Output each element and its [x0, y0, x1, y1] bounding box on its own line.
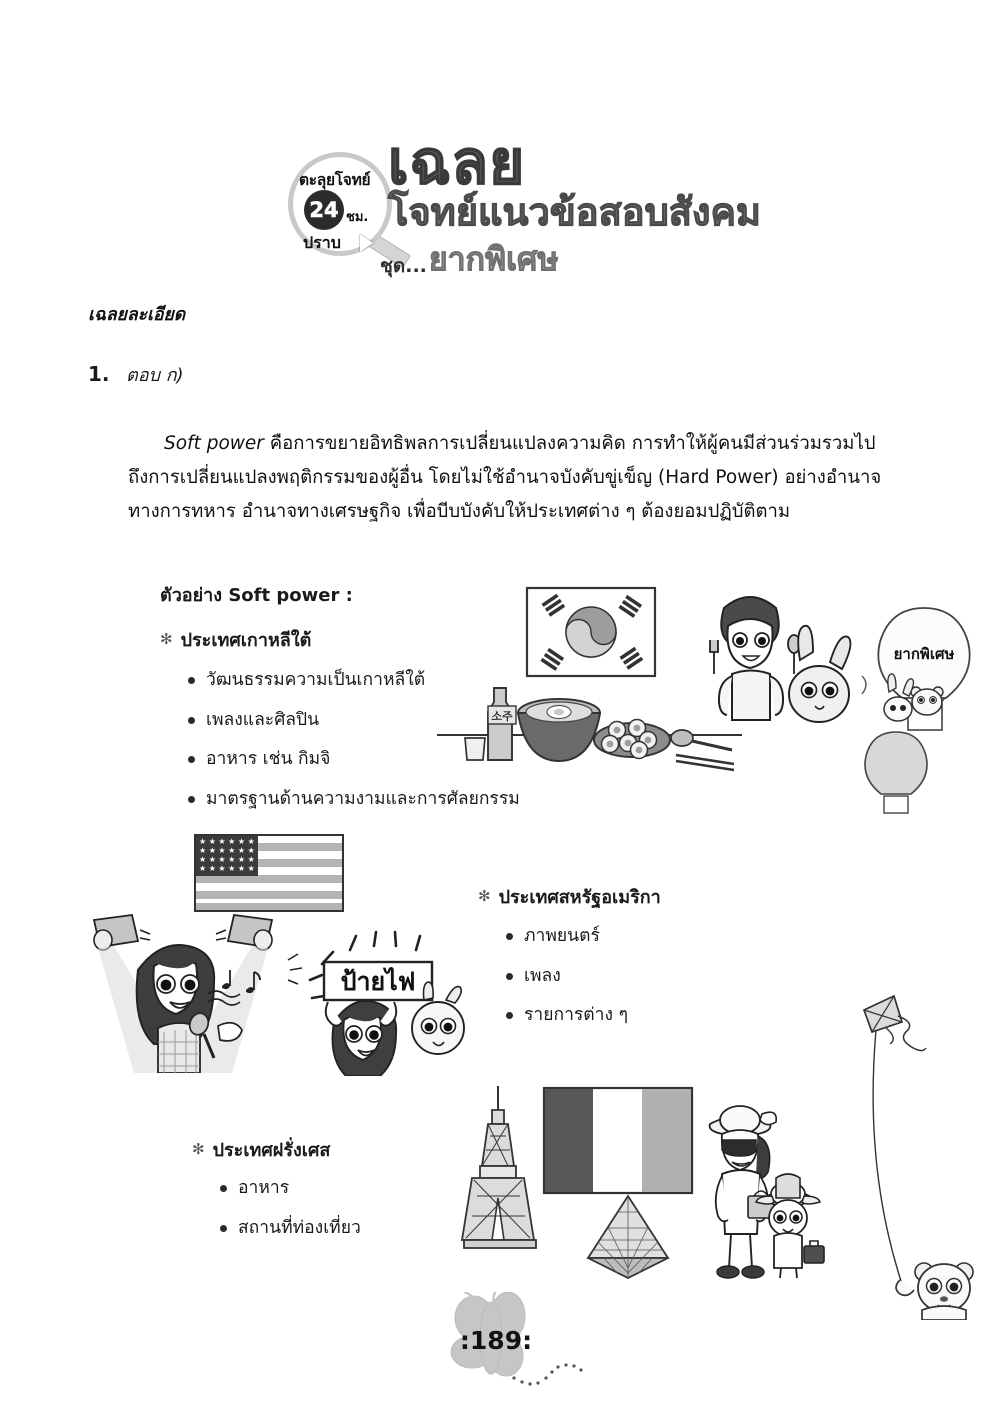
bullet-dot-icon: [188, 756, 195, 763]
cloud-swirl-icon: [862, 676, 866, 694]
bunny-character: [789, 626, 850, 722]
list-item: [220, 1180, 361, 1198]
country-heading-usa: [478, 882, 661, 911]
badge-number: 24: [309, 198, 339, 222]
svg-text:★ ★ ★ ★ ★ ★: ★ ★ ★ ★ ★ ★: [199, 846, 255, 855]
asterisk-icon: ✻: [478, 887, 491, 905]
country-heading-france: [192, 1135, 330, 1164]
list-item-label: อาหาร เช่น กิมจิ: [206, 749, 331, 769]
set-name-label: ยากพิเศษ: [428, 240, 559, 279]
balloon-caption: ยากพิเศษ: [893, 645, 955, 663]
louvre-pyramid: [588, 1196, 668, 1278]
list-item-label: เพลง: [524, 965, 561, 986]
list-item: [220, 1217, 361, 1238]
list-item: [506, 928, 628, 946]
list-item: [506, 965, 628, 986]
korea-food-scene: [432, 578, 852, 798]
chopsticks: [676, 755, 734, 770]
fork-icon: [710, 640, 718, 674]
kite-flying-scene: [840, 988, 992, 1320]
bullet-dot-icon: [188, 717, 195, 724]
light-sign: [324, 962, 432, 1000]
list-item-label: รายการต่าง ๆ: [524, 1005, 629, 1025]
list-item-label: สถานที่ท่องเที่ยว: [238, 1217, 361, 1238]
france-travel-scene: [432, 1078, 832, 1303]
kimbap-plate: [594, 720, 670, 759]
answer-row: [88, 360, 184, 389]
arrow-right-icon: [360, 234, 373, 252]
eiffel-tower: [462, 1086, 536, 1248]
bibimbap-bowl: [518, 699, 600, 761]
south-korea-flag-icon: [527, 588, 655, 676]
page-subtitle: โจทย์แนวข้อสอบสังคม: [388, 190, 761, 235]
country-heading-south-korea: [160, 625, 311, 654]
examples-title: ตัวอย่าง Soft power :: [160, 585, 353, 606]
tourist-woman: [710, 1106, 777, 1278]
spoon: [671, 730, 732, 750]
title-set-row: [380, 234, 808, 285]
bear-character: [896, 1263, 973, 1320]
svg-text:★ ★ ★ ★ ★ ★: ★ ★ ★ ★ ★ ★: [199, 864, 255, 873]
list-item-label: มาตรฐานด้านความงามและการศัลยกรรม: [206, 788, 520, 809]
question-number: 1.: [88, 362, 110, 386]
light-sign-scene: [288, 928, 473, 1076]
header-banner: [0, 60, 992, 279]
bullet-list-usa: [506, 928, 628, 1047]
bullet-dot-icon: [506, 973, 513, 980]
answer-label: ตอบ ก): [126, 365, 184, 386]
shot-glass: [465, 738, 485, 760]
sign-caption: ป้ายไฟ: [340, 967, 416, 996]
set-prefix-label: ชุด...: [380, 255, 427, 278]
list-item-label: เพลงและศิลปิน: [206, 709, 320, 730]
list-item-label: ภาพยนตร์: [524, 926, 600, 946]
usa-flag-icon: [194, 834, 344, 912]
bullet-dot-icon: [188, 796, 195, 803]
list-item-label: วัฒนธรรมความเป็นเกาหลีใต้: [206, 670, 426, 690]
singer-spotlight-scene: [62, 908, 312, 1073]
title-group: [380, 128, 808, 285]
sunglasses-icon: [722, 1140, 756, 1156]
explanation-body: คือการขยายอิทธิพลการเปลี่ยนแปลงความคิด การทำให้ผู้คนมีส่วนร่วมรวมไปถึงการเปลี่ยนแปลงพฤติกรรมของผู้อื่น โดยไม่ใช้อำนาจบังคับขู่เข็ญ (Hard Power) อย่างอำนาจทางการทหาร อำนาจทางเศรษฐกิจ เพื่อบีบบังคับให้ประเทศต่าง ๆ ต้องยอมปฏิบัติตาม: [128, 432, 882, 522]
page-number: :189:: [459, 1326, 533, 1355]
girl-character: [326, 1001, 397, 1076]
asterisk-icon: ✻: [160, 630, 173, 648]
section-heading: เฉลยละเอียด: [88, 305, 186, 325]
suitcase: [804, 1241, 824, 1263]
badge-top-label: ตะลุยโจทย์: [299, 171, 371, 189]
backpack: [776, 1174, 800, 1198]
bullet-dot-icon: [220, 1225, 227, 1232]
bullet-dot-icon: [506, 1012, 513, 1019]
balloon-small: [865, 732, 927, 813]
list-item-label: อาหาร: [238, 1178, 290, 1198]
bullet-list-france: [220, 1180, 361, 1259]
svg-text:소주: 소주: [491, 710, 513, 723]
badge-unit-label: ชม.: [346, 210, 369, 225]
bear-character: [911, 687, 943, 715]
hot-air-balloon-scene: [856, 592, 992, 820]
soft-power-term: Soft power: [164, 432, 264, 454]
bullet-dot-icon: [188, 677, 195, 684]
soju-bottle: [488, 688, 516, 760]
bullet-dot-icon: [506, 933, 513, 940]
france-flag-icon: [544, 1088, 692, 1193]
country-name-label: ประเทศเกาหลีใต้: [180, 630, 312, 651]
country-name-label: ประเทศสหรัฐอเมริกา: [498, 887, 661, 908]
kite: [864, 996, 926, 1051]
badge-bottom-label: ปราบ: [303, 233, 341, 252]
kite-string: [873, 1030, 902, 1284]
explanation-paragraph: [128, 427, 888, 529]
svg-text:★ ★ ★ ★ ★ ★: ★ ★ ★ ★ ★ ★: [199, 855, 255, 864]
boy-character: [710, 597, 800, 720]
country-name-label: ประเทศฝรั่งเศส: [212, 1140, 331, 1161]
asterisk-icon: ✻: [192, 1140, 205, 1158]
page-title: เฉลย: [388, 128, 526, 198]
dotted-trail: [512, 1363, 582, 1385]
bullet-dot-icon: [220, 1185, 227, 1192]
page-footer: [428, 1292, 588, 1392]
list-item: [506, 1007, 628, 1025]
svg-text:★ ★ ★ ★ ★ ★: ★ ★ ★ ★ ★ ★: [199, 837, 255, 846]
